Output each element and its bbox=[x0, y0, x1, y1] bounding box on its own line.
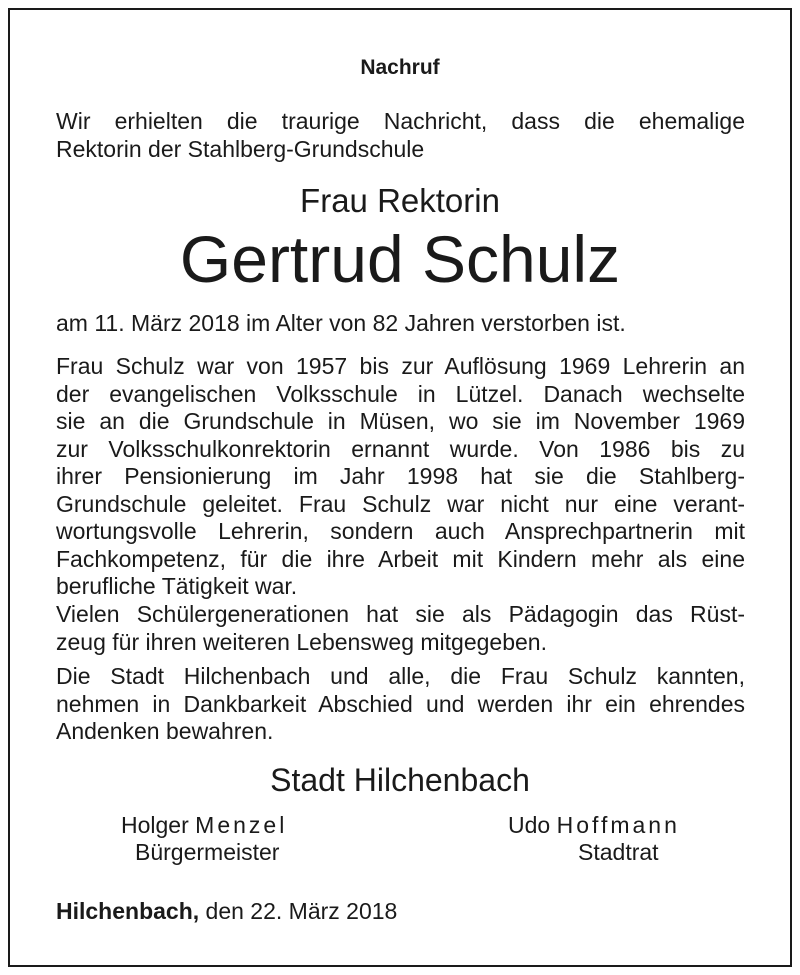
text-line: Andenken bewahren. bbox=[56, 718, 274, 744]
text-line: zeug für ihren weiteren Lebensweg mitgegeben. bbox=[56, 628, 547, 655]
text-line: zur Volksschulkonrektorin ernannt wurde. Von 1986 bis zu bbox=[56, 435, 745, 462]
organization-name: Stadt Hilchenbach bbox=[270, 762, 530, 798]
notice-title: Nachruf bbox=[360, 56, 440, 79]
death-paragraph bbox=[56, 310, 745, 338]
footer-place: Hilchenbach, bbox=[56, 898, 200, 924]
signatory-name-mayor bbox=[121, 812, 287, 839]
text-line: am 11. März 2018 im Alter von 82 Jahren verstorben ist. bbox=[56, 310, 626, 336]
text-line: wortungsvolle Lehrerin, sondern auch Ansprechpartnerin mit bbox=[56, 518, 745, 544]
deceased-name: Gertrud Schulz bbox=[179, 222, 621, 296]
biography-paragraph bbox=[56, 353, 745, 601]
signatory-first-name: Holger bbox=[121, 812, 189, 838]
text-line: Vielen Schülergenerationen hat sie als Pädagogin das Rüst- bbox=[56, 601, 745, 627]
honorific: Frau Rektorin bbox=[300, 182, 500, 219]
text-line: Frau Schulz war von 1957 bis zur Auflösung 1969 Lehrerin an bbox=[56, 353, 745, 379]
place-date-line bbox=[56, 898, 397, 925]
text-line: Rektorin der Stahlberg-Grundschule bbox=[56, 135, 425, 162]
text-line: Grundschule geleitet. Frau Schulz war nicht nur eine verant- bbox=[56, 490, 745, 517]
signatory-last-name: Menzel bbox=[195, 812, 288, 838]
signatory-first-name: Udo bbox=[508, 812, 551, 838]
generations-paragraph bbox=[56, 601, 745, 656]
signatory-name-councillor bbox=[508, 812, 680, 839]
signatory-last-name: Hoffmann bbox=[556, 812, 680, 838]
farewell-paragraph bbox=[56, 663, 745, 746]
intro-paragraph bbox=[56, 108, 745, 163]
text-line: nehmen in Dankbarkeit Abschied und werden ihr ein ehrendes bbox=[56, 690, 745, 717]
text-line: Fachkompetenz, für die ihre Arbeit mit Kindern mehr als eine bbox=[56, 545, 745, 572]
signatory-role-mayor: Bürgermeister bbox=[135, 839, 280, 865]
text-line: sie an die Grundschule in Müsen, wo sie im November 1969 bbox=[56, 408, 745, 434]
footer-date: den 22. März 2018 bbox=[205, 898, 398, 924]
text-line: der evangelischen Volksschule in Lützel. Danach wechselte bbox=[56, 380, 745, 407]
text-line: Wir erhielten die traurige Nachricht, dass die ehemalige bbox=[56, 108, 745, 134]
text-line: Die Stadt Hilchenbach und alle, die Frau Schulz kannten, bbox=[56, 663, 745, 689]
text-line: ihrer Pensionierung im Jahr 1998 hat sie die Stahlberg- bbox=[56, 463, 745, 489]
signatory-role-councillor: Stadtrat bbox=[578, 839, 659, 865]
text-line: berufliche Tätigkeit war. bbox=[56, 573, 298, 599]
